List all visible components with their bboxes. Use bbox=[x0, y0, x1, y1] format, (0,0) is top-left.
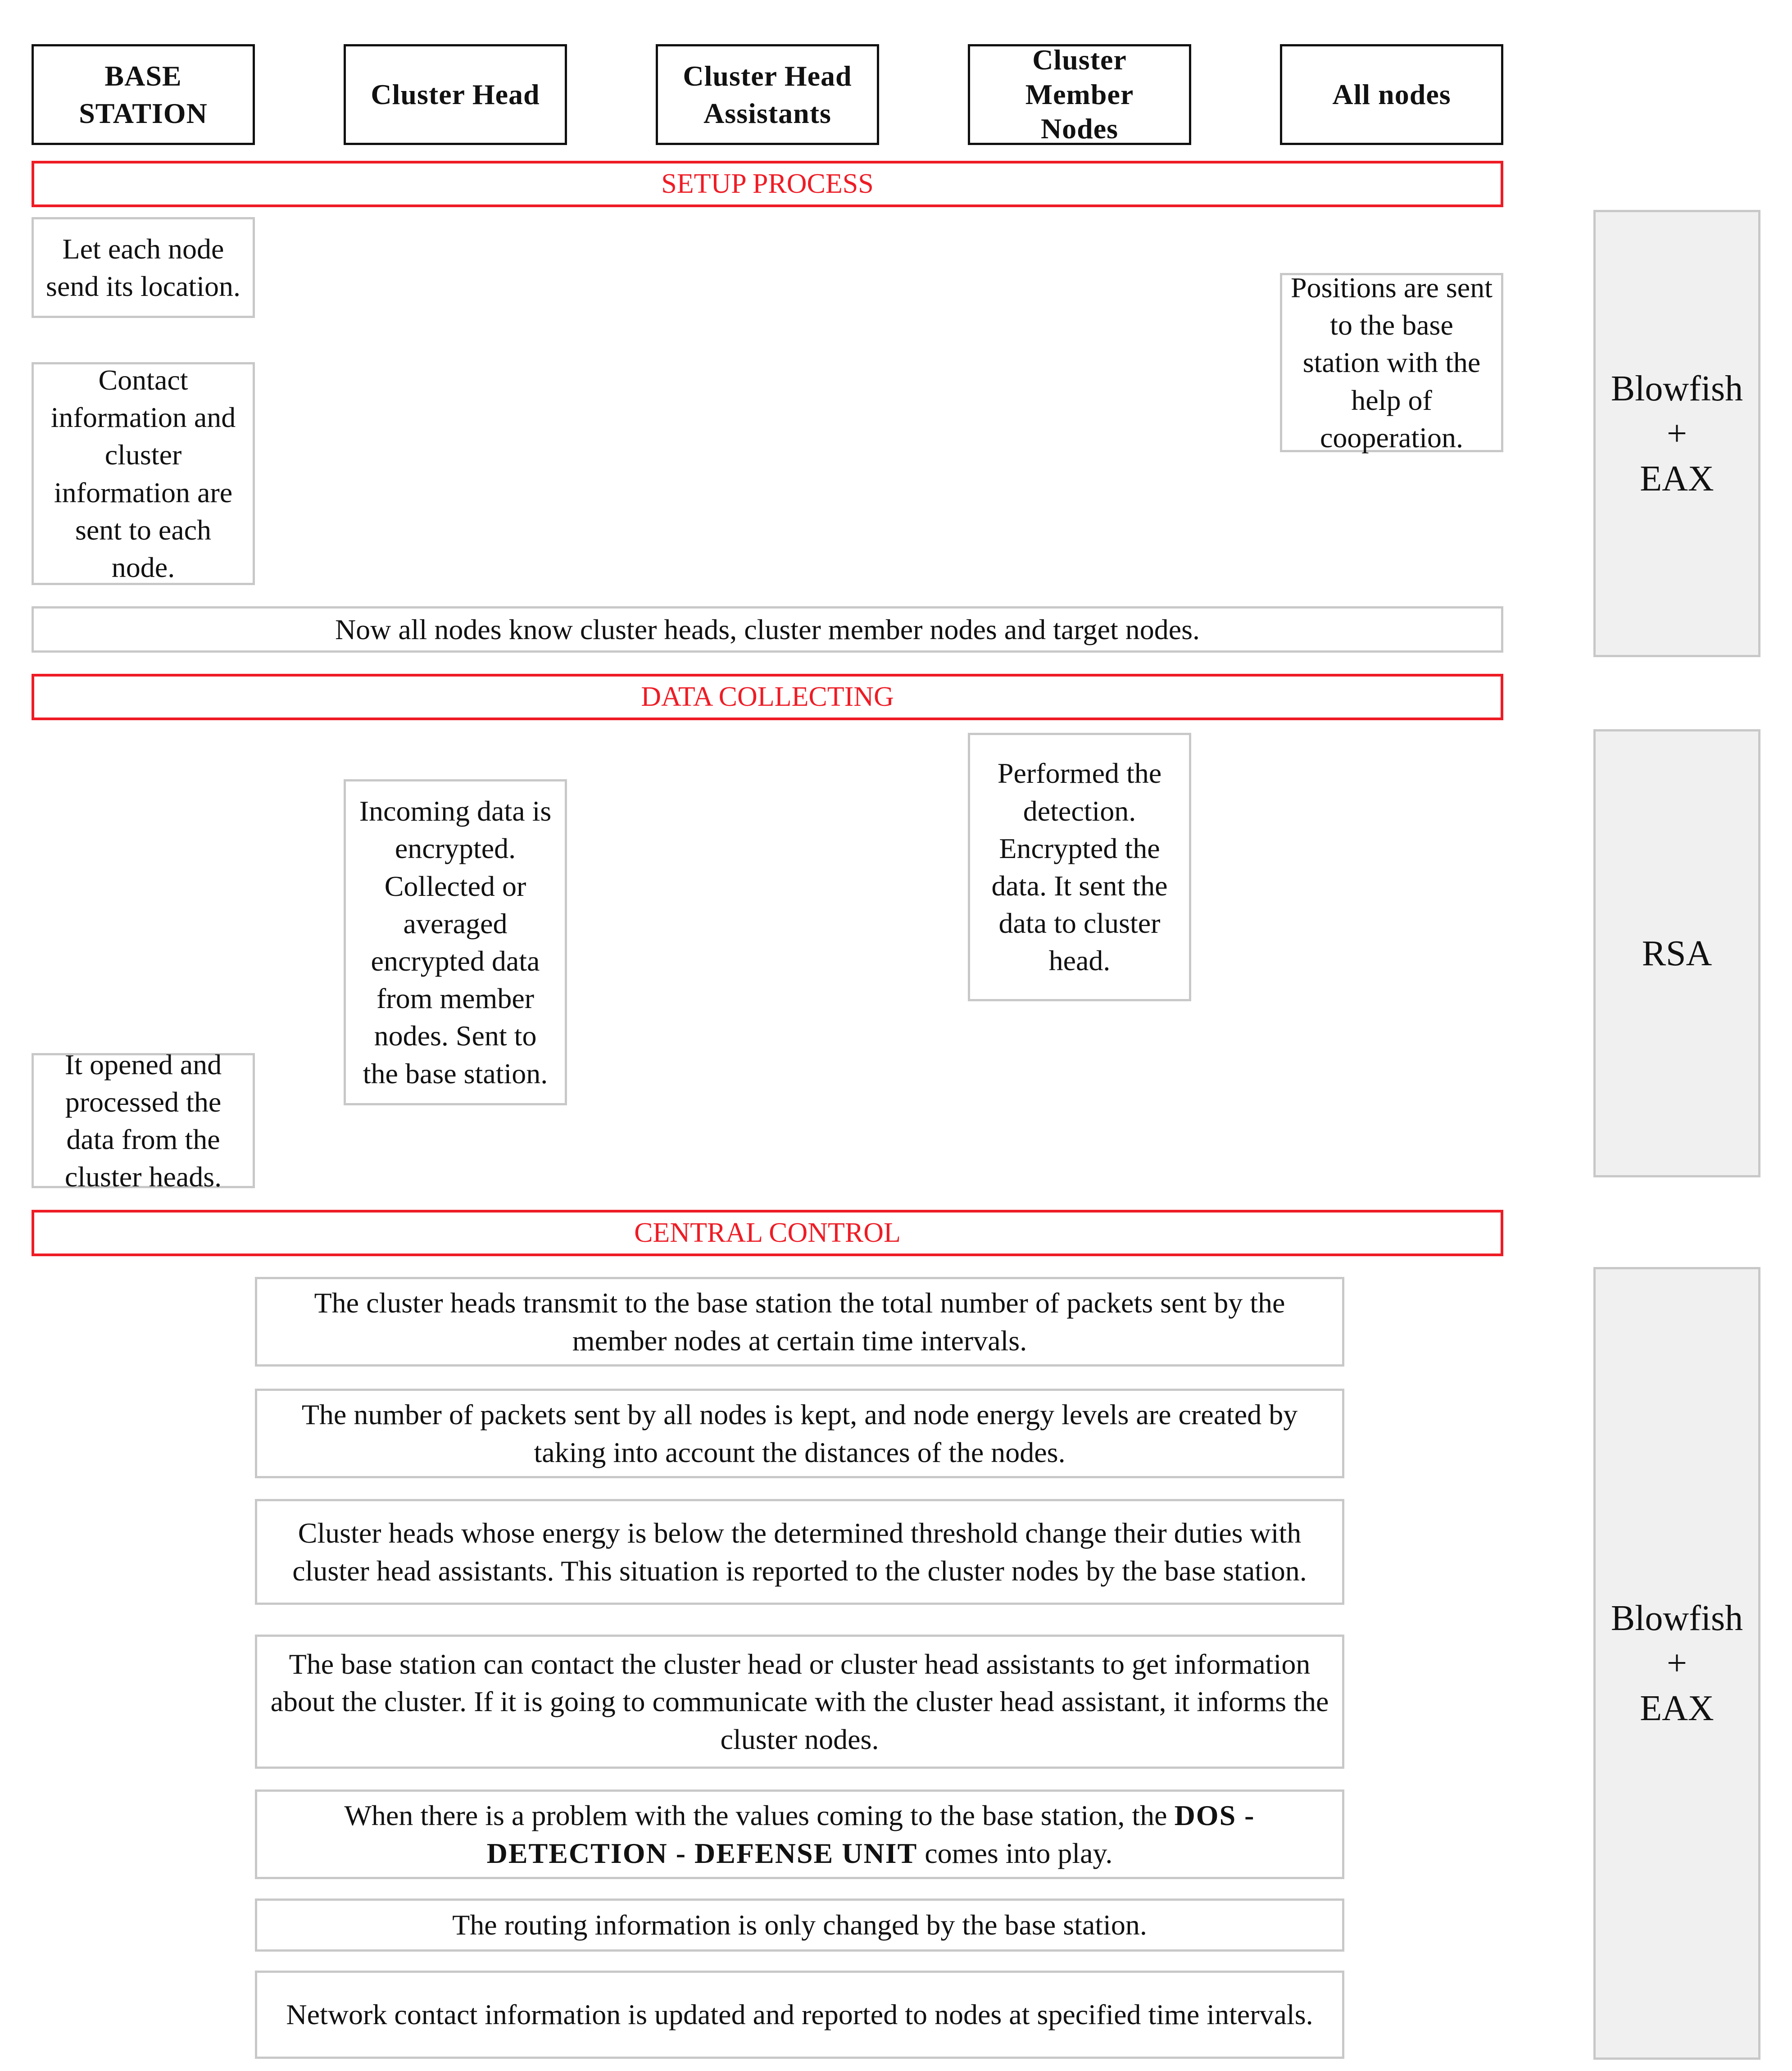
control-step-7: Network contact information is updated and reported to nodes at specified time intervals. bbox=[255, 1971, 1344, 2059]
crypto-setup-line-1: Blowfish bbox=[1611, 368, 1743, 409]
control-step-5-text bbox=[270, 1797, 1329, 1871]
dos-defense-unit: DOS - DETECTION - DEFENSE UNIT bbox=[486, 1799, 1255, 1869]
control-step-6: The routing information is only changed by the base station. bbox=[255, 1898, 1344, 1952]
header-base-station: BASE STATION bbox=[32, 44, 255, 145]
crypto-setup-line-3: EAX bbox=[1640, 459, 1714, 499]
header-cluster-head: Cluster Head bbox=[344, 44, 567, 145]
data-member-nodes-step: Performed the detection. Encrypted the data. It sent the data to cluster head. bbox=[968, 733, 1191, 1001]
crypto-data-panel bbox=[1593, 729, 1760, 1177]
header-cluster-head-assistants: Cluster Head Assistants bbox=[656, 44, 879, 145]
setup-base-contact-info: Contact information and cluster information are sent to each node. bbox=[32, 362, 255, 585]
data-base-station-step: It opened and processed the data from the cluster heads. bbox=[32, 1053, 255, 1188]
control-step-4: The base station can contact the cluster head or cluster head assistants to get information about the cluster. If it is going to communicate with the cluster head assistant, it informs the cluster nodes. bbox=[255, 1635, 1344, 1769]
section-setup-process: SETUP PROCESS bbox=[32, 161, 1503, 207]
crypto-data-line-1: RSA bbox=[1642, 933, 1712, 973]
setup-all-nodes-positions: Positions are sent to the base station with the help of cooperation. bbox=[1280, 273, 1503, 452]
crypto-control-line-1: Blowfish bbox=[1611, 1599, 1743, 1638]
data-cluster-head-step: Incoming data is encrypted. Collected or averaged encrypted data from member nodes. Sent to the base station. bbox=[344, 779, 567, 1105]
section-central-control: CENTRAL CONTROL bbox=[32, 1210, 1503, 1256]
setup-summary: Now all nodes know cluster heads, cluster member nodes and target nodes. bbox=[32, 606, 1503, 653]
control-step-1: The cluster heads transmit to the base station the total number of packets sent by the member nodes at certain time intervals. bbox=[255, 1277, 1344, 1367]
header-cluster-member-nodes: Cluster Member Nodes bbox=[968, 44, 1191, 145]
header-all-nodes: All nodes bbox=[1280, 44, 1503, 145]
setup-base-send-location: Let each node send its location. bbox=[32, 217, 255, 318]
control-step-5-pre: When there is a problem with the values coming to the base station, the bbox=[344, 1799, 1175, 1832]
control-step-5 bbox=[255, 1789, 1344, 1879]
crypto-control-line-2: + bbox=[1666, 1644, 1688, 1683]
section-data-collecting: DATA COLLECTING bbox=[32, 674, 1503, 720]
crypto-control-line-3: EAX bbox=[1640, 1689, 1714, 1728]
control-step-3: Cluster heads whose energy is below the determined threshold change their duties with cluster head assistants. This situation is reported to the cluster nodes by the base station. bbox=[255, 1499, 1344, 1605]
control-step-2: The number of packets sent by all nodes is kept, and node energy levels are created by taking into account the distances of the nodes. bbox=[255, 1389, 1344, 1478]
crypto-control-panel bbox=[1593, 1267, 1760, 2060]
control-step-5-post: comes into play. bbox=[917, 1837, 1113, 1869]
crypto-setup-line-2: + bbox=[1666, 413, 1688, 454]
crypto-setup-panel bbox=[1593, 210, 1760, 657]
